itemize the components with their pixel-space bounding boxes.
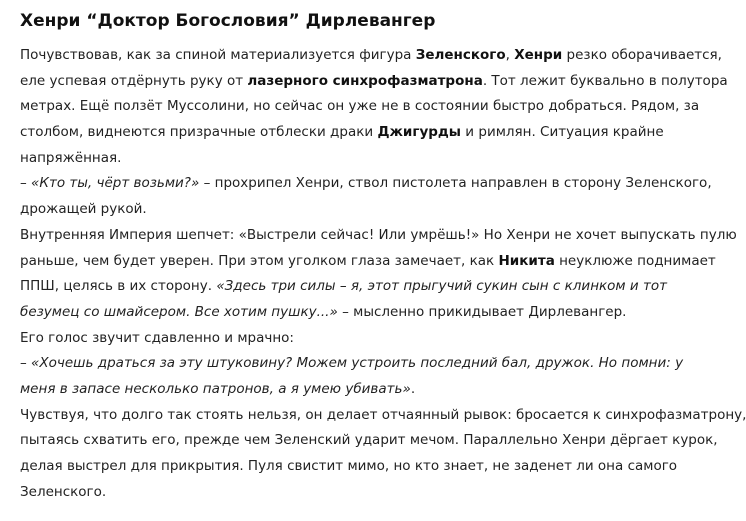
- text-segment: ,: [505, 47, 515, 63]
- post-title: Хенри “Доктор Богословия” Дирлевангер: [20, 11, 436, 31]
- text-segment: столбом, виднеются призрачные отблески драки: [20, 124, 378, 141]
- italic-speech: меня в запасе несколько патронов, а я умею убивать»: [20, 380, 411, 397]
- bold-name: Джигурды: [377, 124, 462, 141]
- text-line: [20, 223, 737, 249]
- italic-speech: безумец со шмайсером. Все хотим пушку...»: [20, 303, 338, 320]
- text-line: [20, 43, 722, 69]
- text-segment: Его голос звучит сдавленно и мрачно:: [20, 329, 294, 346]
- text-segment: напряжённая.: [20, 149, 122, 166]
- bold-name: Никита: [498, 252, 555, 269]
- bold-name: Зеленского: [415, 47, 506, 63]
- text-line: [20, 428, 718, 454]
- text-segment: – мысленно прикидывает Дирлевангер.: [337, 303, 627, 320]
- text-line: [20, 454, 678, 480]
- text-segment: пытаясь схватить его, прежде чем Зеленский ударит мечом. Параллельно Хенри дёргает курок,: [20, 432, 718, 449]
- text-segment: –: [20, 355, 32, 372]
- text-line: [20, 300, 672, 326]
- text-segment: . Тот лежит буквально в полутора: [482, 72, 728, 89]
- text-line: [20, 69, 728, 95]
- text-line: [20, 120, 672, 146]
- italic-speech: «Хочешь драться за эту штуковину? Можем устроить последний бал, дружок. Но помни: у: [31, 355, 684, 372]
- text-line: [20, 480, 672, 506]
- text-segment: резко оборачивается,: [562, 47, 722, 63]
- text-line: [20, 326, 672, 352]
- text-line: [20, 377, 672, 403]
- text-line: [20, 274, 672, 300]
- text-segment: неуклюже поднимает: [554, 252, 716, 269]
- text-segment: Внутренняя Империя шепчет: «Выстрели сейчас! Или умрёшь!» Но Хенри не хочет выпускать пулю: [20, 226, 737, 243]
- text-segment: метрах. Ещё ползёт Муссолини, но сейчас он уже не в состоянии быстро добраться. Рядом, за: [20, 98, 700, 115]
- text-segment: дрожащей рукой.: [20, 201, 147, 218]
- text-segment: ППШ, целясь в их сторону.: [20, 278, 217, 295]
- text-line: [20, 171, 712, 197]
- italic-speech: «Кто ты, чёрт возьми?»: [31, 175, 200, 192]
- text-segment: Зеленского.: [20, 483, 107, 500]
- text-segment: –: [20, 175, 32, 192]
- text-line: [20, 351, 684, 377]
- text-segment: .: [410, 380, 416, 397]
- text-segment: Чувствуя, что долго так стоять нельзя, он делает отчаянный рывок: бросается к синхрофазматрону,: [20, 406, 746, 423]
- bold-name: лазерного синхрофазматрона: [247, 72, 483, 89]
- text-segment: Почувствовав, как за спиной материализуется фигура: [20, 47, 416, 63]
- text-line: [20, 94, 700, 120]
- text-segment: делая выстрел для прикрытия. Пуля свистит мимо, но кто знает, не заденет ли она самого: [20, 458, 678, 474]
- text-line: [20, 403, 746, 429]
- text-line: [20, 197, 672, 223]
- italic-speech: «Здесь три силы – я, этот прыгучий сукин сын с клинком и тот: [216, 278, 667, 295]
- text-segment: и римлян. Ситуация крайне: [461, 124, 664, 141]
- post-body: [20, 43, 746, 505]
- text-segment: раньше, чем будет уверен. При этом уголком глаза замечает, как: [20, 252, 499, 269]
- text-segment: – прохрипел Хенри, ствол пистолета направлен в сторону Зеленского,: [199, 175, 712, 192]
- bold-name: Хенри: [514, 47, 563, 63]
- text-line: [20, 146, 672, 172]
- text-line: [20, 249, 716, 275]
- text-segment: еле успевая отдёрнуть руку от: [20, 72, 248, 89]
